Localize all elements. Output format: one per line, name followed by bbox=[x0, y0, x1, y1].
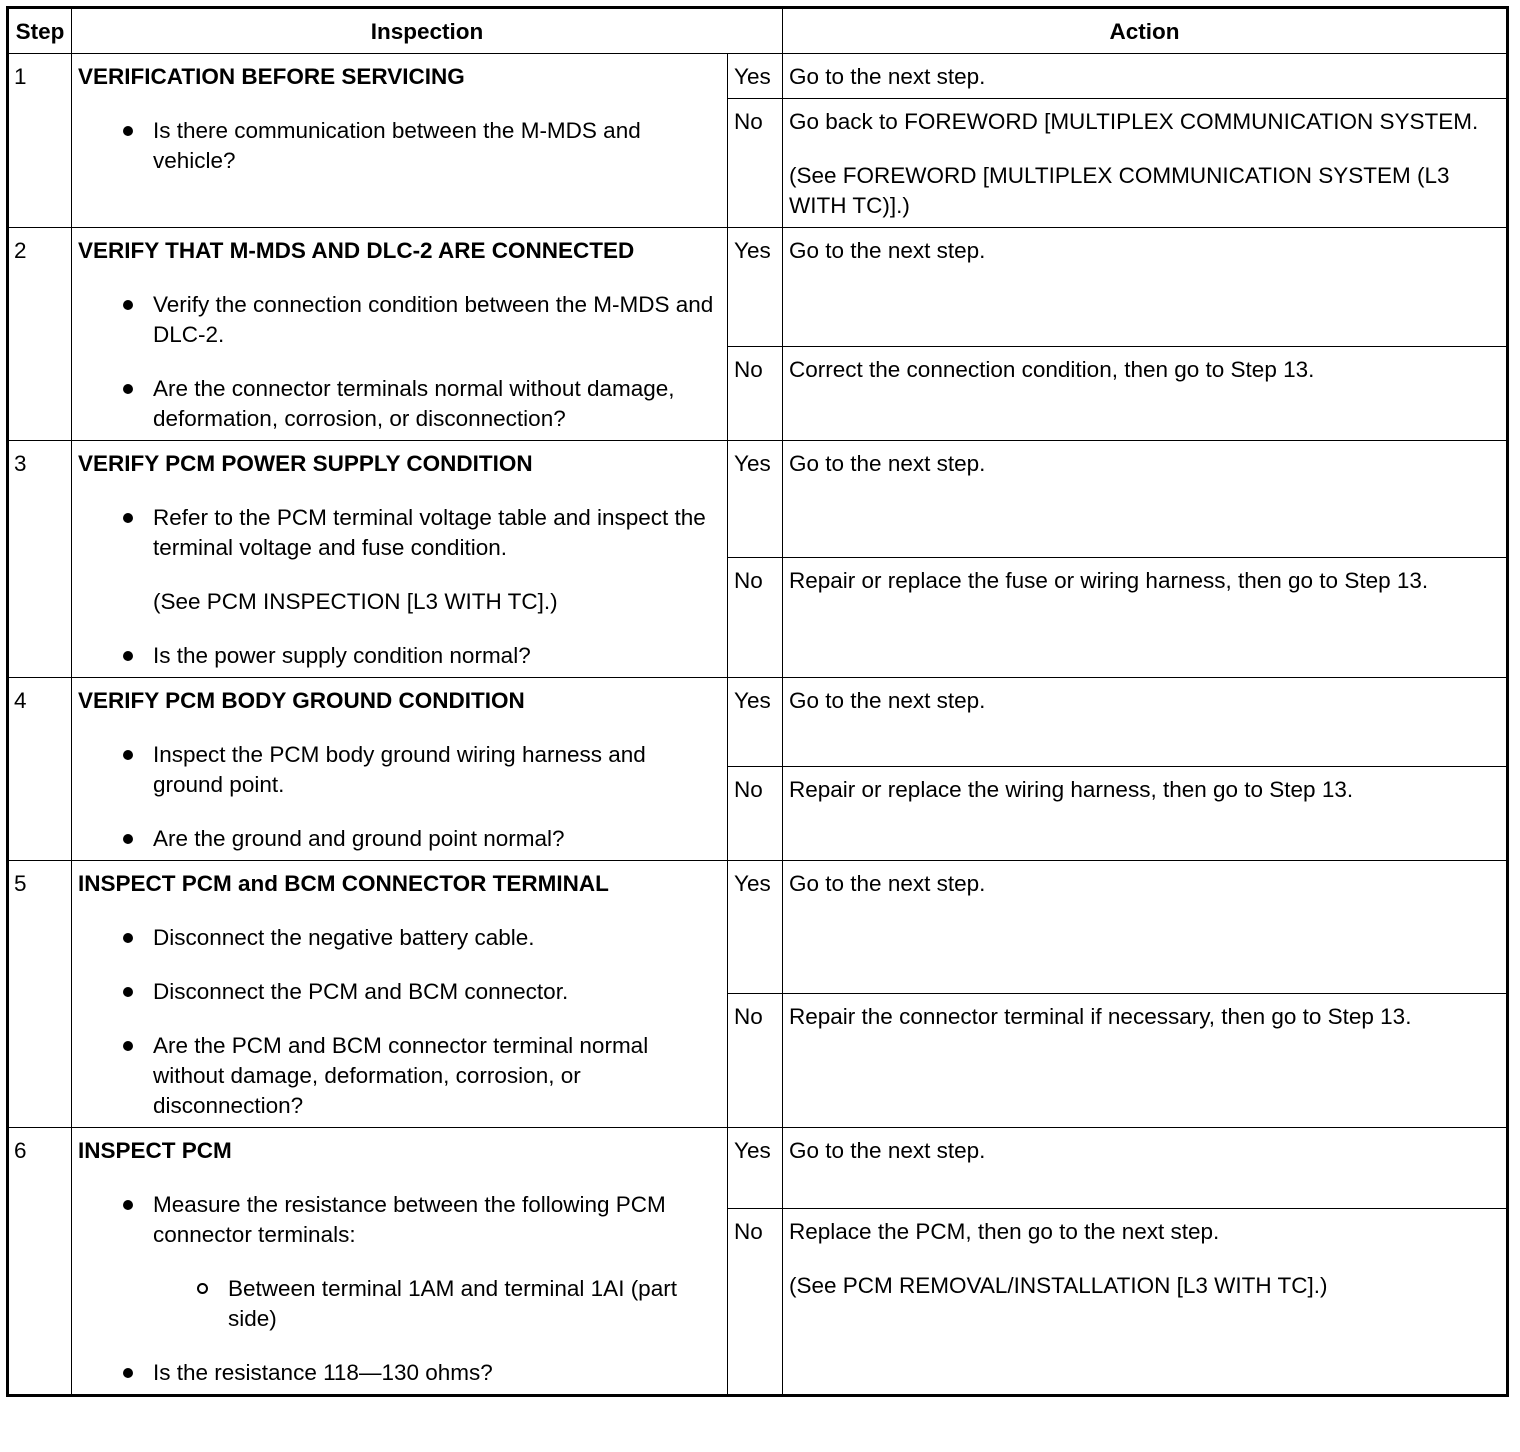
no-action bbox=[783, 347, 1508, 441]
action-text: Go to the next step. bbox=[789, 238, 986, 263]
troubleshooting-table bbox=[6, 6, 1509, 1397]
bullet-list bbox=[78, 740, 721, 854]
action-text: Go back to FOREWORD [MULTIPLEX COMMUNICATION SYSTEM. bbox=[789, 109, 1479, 134]
yes-action bbox=[783, 1128, 1508, 1209]
action-text: Repair or replace the wiring harness, then go to Step 13. bbox=[789, 777, 1354, 802]
header-inspection: Inspection bbox=[72, 8, 783, 54]
yes-label: Yes bbox=[728, 1128, 783, 1209]
action-text: Repair the connector terminal if necessary, then go to Step 13. bbox=[789, 1004, 1412, 1029]
action-text: Repair or replace the fuse or wiring harness, then go to Step 13. bbox=[789, 568, 1429, 593]
list-item bbox=[153, 503, 721, 617]
list-item bbox=[153, 923, 721, 953]
bullet-icon bbox=[123, 834, 133, 844]
bullet-list bbox=[78, 116, 721, 176]
no-label: No bbox=[728, 994, 783, 1128]
bullet-icon bbox=[123, 651, 133, 661]
inspection-cell bbox=[72, 228, 728, 441]
bullet-list bbox=[78, 1190, 721, 1388]
list-item bbox=[153, 290, 721, 350]
bullet-icon bbox=[123, 1200, 133, 1210]
yes-label: Yes bbox=[728, 441, 783, 558]
step-title: VERIFY PCM BODY GROUND CONDITION bbox=[78, 688, 525, 713]
no-action bbox=[783, 558, 1508, 678]
bullet-text: Is there communication between the M-MDS and vehicle? bbox=[153, 118, 641, 173]
bullet-list bbox=[78, 290, 721, 434]
no-action bbox=[783, 99, 1508, 228]
step-number: 5 bbox=[8, 861, 72, 1128]
list-item bbox=[153, 641, 721, 671]
list-item bbox=[153, 116, 721, 176]
table-row bbox=[8, 678, 1508, 767]
table-row bbox=[8, 1128, 1508, 1209]
bullet-text: Measure the resistance between the following PCM connector terminals: bbox=[153, 1192, 666, 1247]
bullet-text: Is the resistance 118—130 ohms? bbox=[153, 1360, 493, 1385]
bullet-list bbox=[78, 503, 721, 671]
bullet-icon bbox=[123, 300, 133, 310]
inspection-cell bbox=[72, 1128, 728, 1396]
sub-bullet-text: Between terminal 1AM and terminal 1AI (part side) bbox=[228, 1276, 677, 1331]
no-action bbox=[783, 767, 1508, 861]
bullet-text: Are the connector terminals normal without damage, deformation, corrosion, or disconnection? bbox=[153, 376, 675, 431]
list-item bbox=[153, 374, 721, 434]
no-action bbox=[783, 994, 1508, 1128]
bullet-list bbox=[78, 923, 721, 1121]
yes-action bbox=[783, 54, 1508, 99]
step-number: 6 bbox=[8, 1128, 72, 1396]
step-title: VERIFY PCM POWER SUPPLY CONDITION bbox=[78, 451, 533, 476]
bullet-text: Disconnect the negative battery cable. bbox=[153, 925, 535, 950]
yes-action bbox=[783, 228, 1508, 347]
no-label: No bbox=[728, 1209, 783, 1396]
action-text: Go to the next step. bbox=[789, 871, 986, 896]
table-row bbox=[8, 861, 1508, 994]
bullet-icon bbox=[123, 513, 133, 523]
step-number: 1 bbox=[8, 54, 72, 228]
action-text: Go to the next step. bbox=[789, 64, 986, 89]
no-label: No bbox=[728, 558, 783, 678]
no-label: No bbox=[728, 347, 783, 441]
yes-action bbox=[783, 678, 1508, 767]
step-title: INSPECT PCM and BCM CONNECTOR TERMINAL bbox=[78, 871, 609, 896]
bullet-icon bbox=[123, 750, 133, 760]
step-number: 3 bbox=[8, 441, 72, 678]
yes-action bbox=[783, 861, 1508, 994]
yes-label: Yes bbox=[728, 54, 783, 99]
step-number: 2 bbox=[8, 228, 72, 441]
inspection-cell bbox=[72, 861, 728, 1128]
table-row bbox=[8, 54, 1508, 99]
inspection-cell bbox=[72, 678, 728, 861]
bullet-text: Refer to the PCM terminal voltage table and inspect the terminal voltage and fuse condition. bbox=[153, 505, 706, 560]
bullet-text: Inspect the PCM body ground wiring harness and ground point. bbox=[153, 742, 646, 797]
bullet-text: Are the ground and ground point normal? bbox=[153, 826, 565, 851]
bullet-text: Are the PCM and BCM connector terminal normal without damage, deformation, corrosion, or disconnection? bbox=[153, 1033, 649, 1118]
header-step: Step bbox=[8, 8, 72, 54]
action-text: Go to the next step. bbox=[789, 688, 986, 713]
bullet-icon bbox=[123, 126, 133, 136]
sub-bullet-list bbox=[153, 1274, 721, 1334]
table-row bbox=[8, 228, 1508, 347]
yes-label: Yes bbox=[728, 228, 783, 347]
action-text: Go to the next step. bbox=[789, 1138, 986, 1163]
step-title: INSPECT PCM bbox=[78, 1138, 232, 1163]
reference-note: (See PCM INSPECTION [L3 WITH TC].) bbox=[153, 589, 558, 614]
yes-action bbox=[783, 441, 1508, 558]
no-action bbox=[783, 1209, 1508, 1396]
no-label: No bbox=[728, 767, 783, 861]
inspection-cell bbox=[72, 441, 728, 678]
list-item bbox=[153, 824, 721, 854]
yes-label: Yes bbox=[728, 678, 783, 767]
list-item bbox=[153, 1190, 721, 1334]
action-text: Go to the next step. bbox=[789, 451, 986, 476]
bullet-icon bbox=[123, 1368, 133, 1378]
bullet-icon bbox=[123, 987, 133, 997]
hollow-bullet-icon bbox=[197, 1283, 208, 1294]
action-text: (See PCM REMOVAL/INSTALLATION [L3 WITH TC].) bbox=[789, 1273, 1328, 1298]
header-row bbox=[8, 8, 1508, 54]
list-item bbox=[153, 1031, 721, 1121]
action-text: Correct the connection condition, then go to Step 13. bbox=[789, 357, 1315, 382]
action-text: Replace the PCM, then go to the next step. bbox=[789, 1219, 1220, 1244]
list-item bbox=[153, 977, 721, 1007]
bullet-text: Verify the connection condition between the M-MDS and DLC-2. bbox=[153, 292, 714, 347]
bullet-icon bbox=[123, 384, 133, 394]
table-row bbox=[8, 441, 1508, 558]
inspection-cell bbox=[72, 54, 728, 228]
step-number: 4 bbox=[8, 678, 72, 861]
action-text: (See FOREWORD [MULTIPLEX COMMUNICATION SYSTEM (L3 WITH TC)].) bbox=[789, 163, 1450, 218]
header-action: Action bbox=[783, 8, 1508, 54]
step-title: VERIFY THAT M-MDS AND DLC-2 ARE CONNECTED bbox=[78, 238, 635, 263]
no-label: No bbox=[728, 99, 783, 228]
bullet-text: Disconnect the PCM and BCM connector. bbox=[153, 979, 569, 1004]
sub-list-item bbox=[228, 1274, 721, 1334]
bullet-icon bbox=[123, 1041, 133, 1051]
step-title: VERIFICATION BEFORE SERVICING bbox=[78, 64, 465, 89]
list-item bbox=[153, 1358, 721, 1388]
yes-label: Yes bbox=[728, 861, 783, 994]
list-item bbox=[153, 740, 721, 800]
bullet-icon bbox=[123, 933, 133, 943]
bullet-text: Is the power supply condition normal? bbox=[153, 643, 531, 668]
